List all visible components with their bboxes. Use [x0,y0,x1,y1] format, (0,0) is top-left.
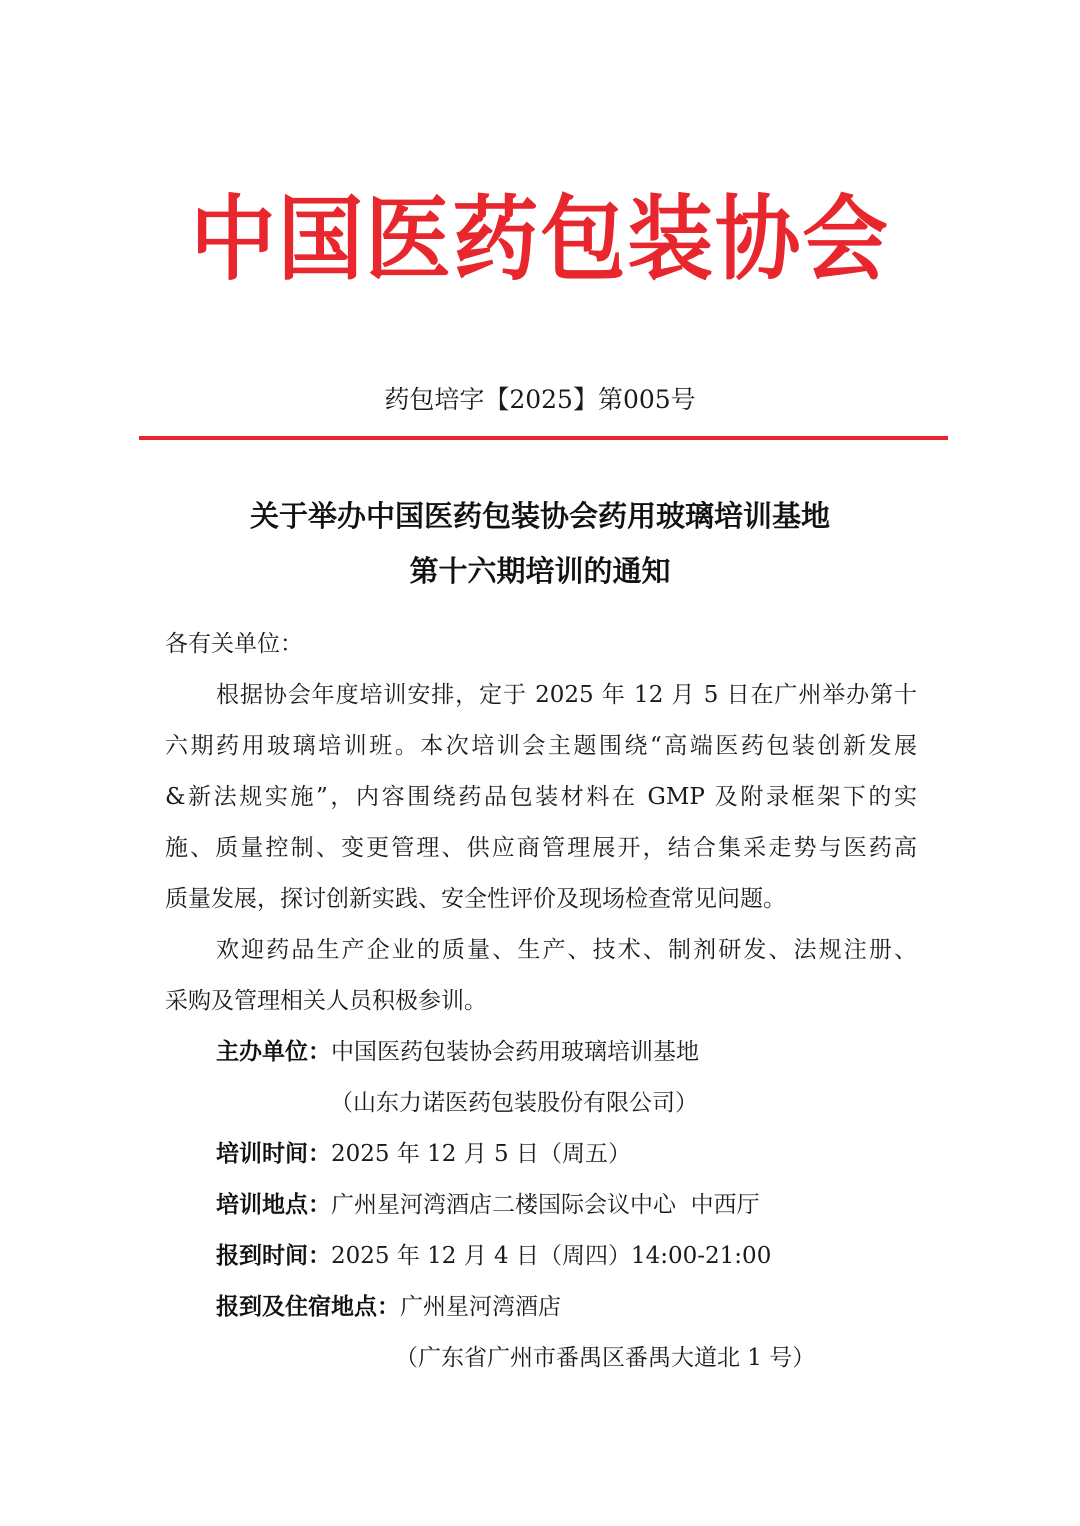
paragraph-1-line-5: 质量发展，探讨创新实践、安全性评价及现场检查常见问题。 [165,886,786,912]
paragraph-2-line-1: 欢迎药品生产企业的质量、生产、技术、制剂研发、法规注册、 [216,937,917,963]
notice-title-line-2: 第十六期培训的通知 [409,554,671,588]
organizer-value: 中国医药包装协会药用玻璃培训基地 [331,1039,699,1065]
paragraph-1-line-4: 施、质量控制、变更管理、供应商管理展开，结合集采走势与医药高 [165,835,917,861]
lodging-label: 报到及住宿地点： [216,1294,400,1320]
organizer-label: 主办单位： [216,1039,331,1065]
lodging-row [216,1289,561,1325]
organizer-row [216,1034,699,1070]
checkin-time-row [216,1238,771,1274]
training-venue-value: 广州星河湾酒店二楼国际会议中心 中西厅 [331,1192,760,1218]
paragraph-1-line-2: 六期药用玻璃培训班。本次培训会主题围绕“高端医药包装创新发展 [165,733,917,759]
training-venue-label: 培训地点： [216,1192,331,1218]
lodging-address: （广东省广州市番禺区番禺大道北 1 号） [395,1345,816,1371]
paragraph-2-line-2: 采购及管理相关人员积极参训。 [165,988,487,1014]
checkin-time-value: 2025 年 12 月 4 日（周四）14:00-21:00 [331,1243,772,1269]
paragraph-1-line-1: 根据协会年度培训安排，定于 2025 年 12 月 5 日在广州举办第十 [216,682,917,708]
training-time-row [216,1136,631,1172]
training-time-value: 2025 年 12 月 5 日（周五） [331,1141,631,1167]
notice-title-line-1: 关于举办中国医药包装协会药用玻璃培训基地 [249,499,830,533]
salutation: 各有关单位： [165,631,303,657]
training-venue-row [216,1187,760,1223]
paragraph-1-line-3: &新法规实施”，内容围绕药品包装材料在 GMP 及附录框架下的实 [165,784,917,810]
letterhead-divider [139,436,948,440]
lodging-value: 广州星河湾酒店 [400,1294,561,1320]
checkin-time-label: 报到时间： [216,1243,331,1269]
letterhead-org-name: 中国医药包装协会 [190,186,890,293]
document-number: 药包培字【2025】第005号 [384,385,696,414]
training-time-label: 培训时间： [216,1141,331,1167]
organizer-company: （山东力诺医药包装股份有限公司） [330,1090,698,1116]
